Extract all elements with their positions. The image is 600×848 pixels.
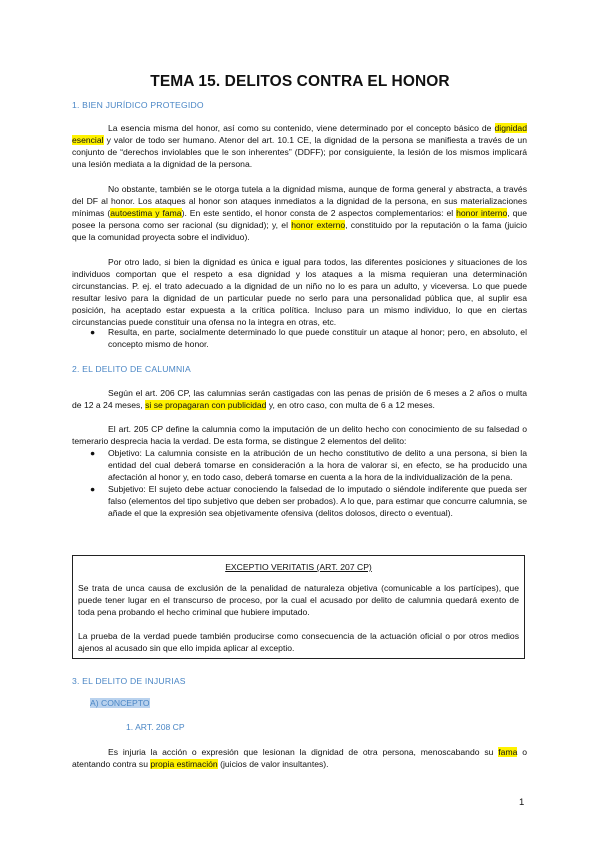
box-title: EXCEPTIO VERITATIS (ART. 207 CP) xyxy=(225,562,372,572)
list-item-text: Objetivo: La calumnia consiste en la atribución de un hecho constitutivo de delito a una persona, si bien la entidad del cual deberá tomarse en consideración a la hora de valorar si, en efecto, se ha producido una afectación al honor y, en todo caso, deberá tomarse en cuenta a la hora de la individualización de la pena. xyxy=(108,448,527,483)
list-item xyxy=(72,326,527,350)
list-item-text: Resulta, en parte, socialmente determinado lo que puede constituir un ataque al honor; pero, en absoluto, el concepto mismo de honor. xyxy=(108,327,527,350)
text-run: , que posee la persona como ser racional (su dignidad); y, el xyxy=(72,208,527,231)
bullet-list-honor xyxy=(72,326,527,350)
text-run: La esencia misma del honor, así como su contenido, viene determinado por el concepto básico de xyxy=(108,123,495,133)
text-run: y, en otro caso, con multa de 6 a 12 meses. xyxy=(266,400,435,411)
paragraph-tutela xyxy=(72,183,527,243)
box-paragraph-2: La prueba de la verdad puede también producirse como consecuencia de la actuación oficial o por otros medios ajenos al acusado sin que ello impida aplicar al exceptio. xyxy=(78,631,519,654)
bullet-icon: ● xyxy=(90,327,96,337)
text-run: , constituido por la reputación o la fama (juicio que la comunidad proyecta sobre el individuo). xyxy=(72,220,527,243)
paragraph-art-206 xyxy=(72,387,527,411)
list-item-text: Subjetivo: El sujeto debe actuar conociendo la falsedad de lo imputado o siéndole indiferente que pueda ser falso (elementos del tipo subjetivo que deben ser probados). A lo que, para estimar que concurre calumnia, se añade el que la expresión sea objetivamente ofensiva (delitos dolosos, directo o eventual). xyxy=(108,484,527,519)
highlight-autoestima-fama: autoestima y fama xyxy=(110,208,182,219)
highlight-dignidad-esencial: dignidad esencial xyxy=(72,123,527,146)
section-heading-calumnia: 2. EL DELITO DE CALUMNIA xyxy=(72,364,191,374)
paragraph-dignidad xyxy=(72,122,527,170)
subheading-concepto xyxy=(90,698,150,708)
text-run: o atentando contra su xyxy=(72,747,528,770)
paragraph-por-otro-lado: Por otro lado, si bien la dignidad es única e igual para todos, las diferentes posiciones y situaciones de los individuos comportan que el respeto a esa dignidad y los ataques a la misma requieran una determinación circunstancias. P. ej. el trato adecuado a la dignidad de un niño no lo es para un adulto, y viceversa. Lo que puede resultar lesivo para la dignidad de un particular puede no serlo para una personalidad pública que, al suplir esa posición, ha aceptado estar expuesta a la crítica política. Incluso para un mismo individuo, lo que en ciertas circunstancias puede constituir una ofensa no la integra en otras, etc. xyxy=(72,257,527,328)
section-heading-bien-juridico: 1. BIEN JURÍDICO PROTEGIDO xyxy=(72,100,204,110)
highlight-publicidad: si se propagaran con publicidad xyxy=(145,400,267,411)
bullet-icon: ● xyxy=(90,484,96,495)
list-item xyxy=(72,447,527,483)
highlight-concepto: A) CONCEPTO xyxy=(90,698,150,708)
page-number: 1 xyxy=(519,797,525,808)
section-heading-injurias: 3. EL DELITO DE INJURIAS xyxy=(72,676,186,686)
paragraph-art-205: El art. 205 CP define la calumnia como la imputación de un delito hecho con conocimiento de su falsedad o temerario desprecia hacia la verdad. De esta forma, se distingue 2 elementos del delito: xyxy=(72,424,527,447)
text-run: No obstante, también se le otorga tutela a la dignidad misma, aunque de forma general y abstracta, a través del DF al honor. Los ataques al honor son ataques inmediatos a la dignidad de la persona, en sus materializaciones mínimas ( xyxy=(72,184,527,219)
highlight-propia-estimacion: propia estimación xyxy=(150,759,218,770)
text-run: Según el art. 206 CP, las calumnias serán castigadas con las penas de prisión de 6 meses a 2 años o multa de 12 a 24 meses, xyxy=(72,388,527,411)
paragraph-injuria xyxy=(72,746,527,770)
exceptio-veritatis-box xyxy=(72,555,525,659)
highlight-honor-interno: honor interno xyxy=(456,208,508,219)
text-run: (juicios de valor insultantes). xyxy=(217,759,329,770)
text-run: y valor de todo ser humano. Atenor del art. 10.1 CE, la dignidad de la persona se manifiesta a través de un conjunto de “derechos inviolables que le son inherentes” (DDFF); por consiguiente, la lesión de los mismos implicará una lesión mediata a la dignidad de la persona. xyxy=(72,135,527,170)
highlight-fama: fama xyxy=(498,747,518,757)
list-item xyxy=(72,483,527,519)
highlight-honor-externo: honor externo xyxy=(291,220,346,231)
subheading-art-208: 1. ART. 208 CP xyxy=(126,722,185,732)
text-run: ). En este sentido, el honor consta de 2 aspectos complementarios: el xyxy=(181,208,457,219)
text-run: Es injuria la acción o expresión que lesionan la dignidad de otra persona, menoscabando su xyxy=(108,747,499,757)
box-paragraph-1: Se trata de unca causa de exclusión de la penalidad de naturaleza objetiva (comunicable a los partícipes), que puede tener lugar en el transcurso de proceso, por la cual el acusado por delito de calumnia quedará exento de toda pena probando el hecho criminal que hubiere imputado. xyxy=(78,583,519,618)
bullet-list-elementos xyxy=(72,447,527,520)
page-title: TEMA 15. DELITOS CONTRA EL HONOR xyxy=(150,73,450,90)
bullet-icon: ● xyxy=(90,448,96,458)
